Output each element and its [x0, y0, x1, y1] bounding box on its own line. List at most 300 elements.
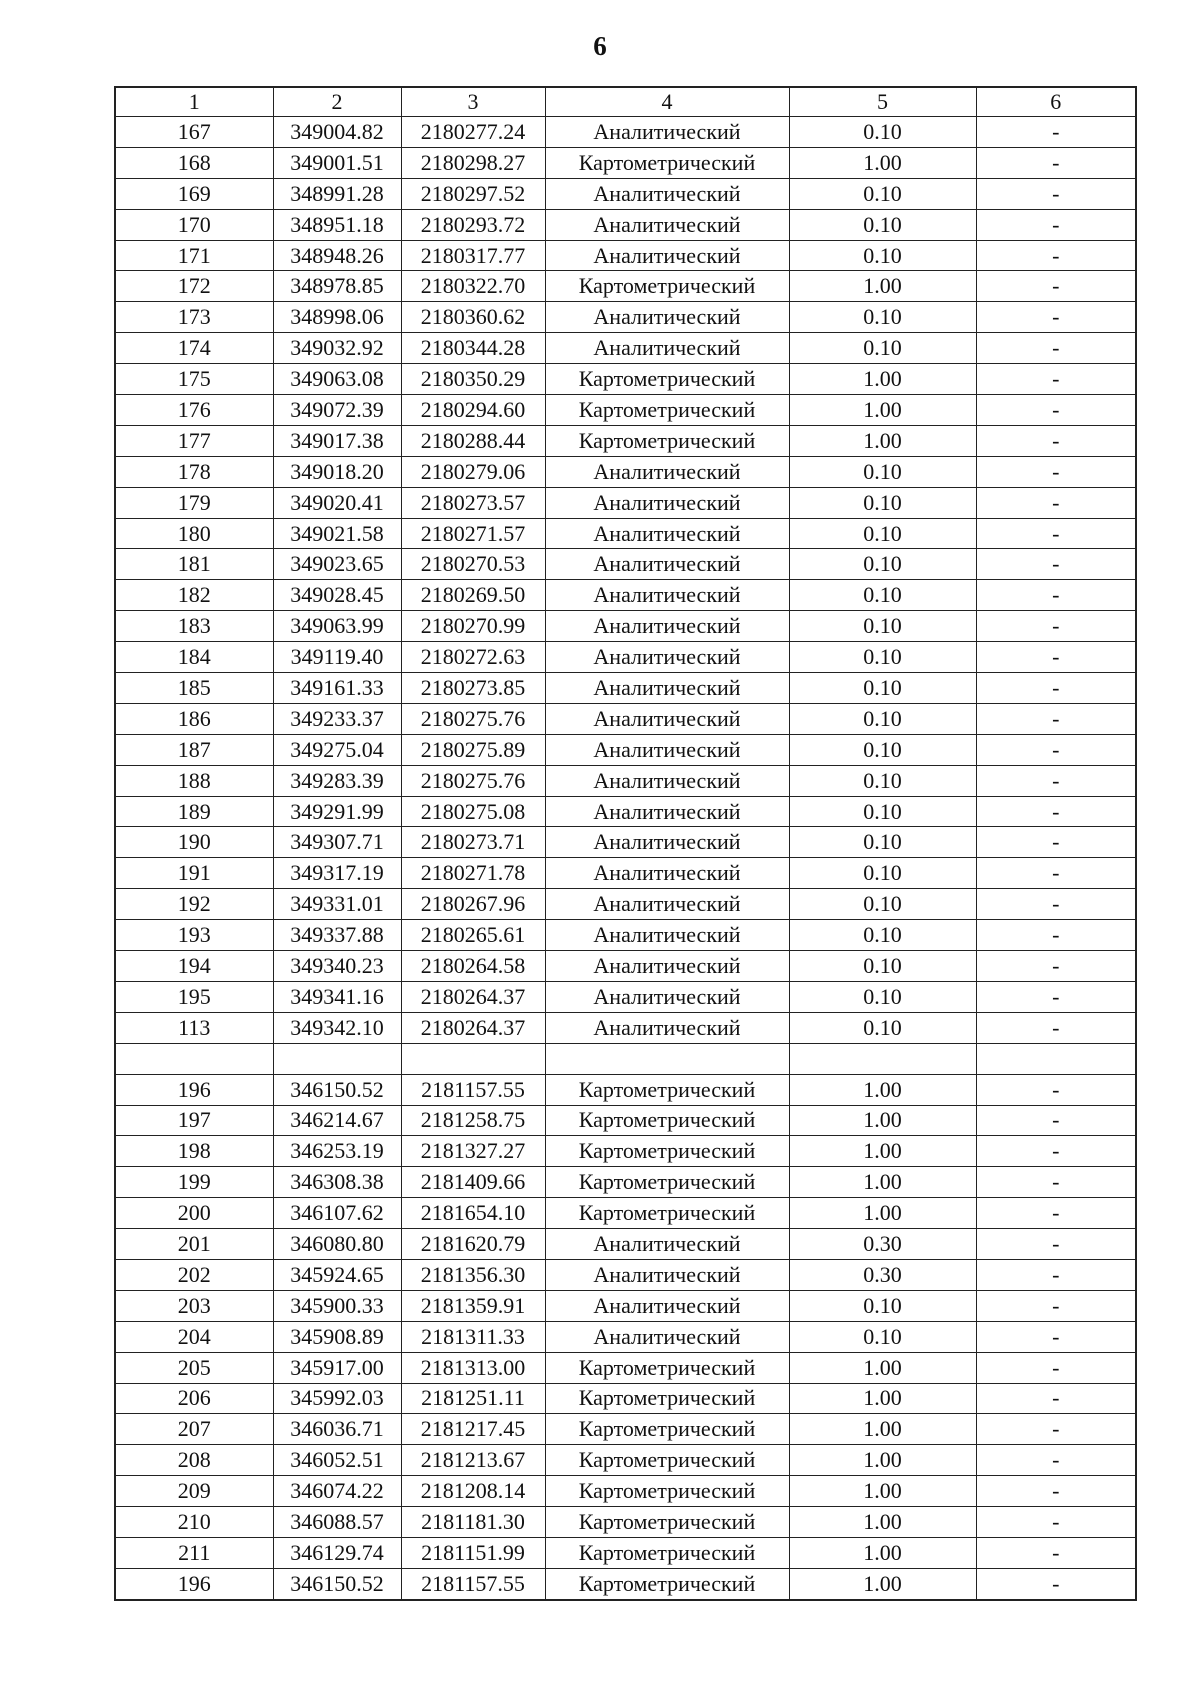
accuracy-cell: 0.10: [789, 117, 976, 148]
note-cell: -: [976, 425, 1136, 456]
x-coordinate-cell: 345992.03: [273, 1383, 401, 1414]
note-cell: -: [976, 1290, 1136, 1321]
y-coordinate-cell: 2180275.08: [401, 796, 545, 827]
header-cell-2: 2: [273, 87, 401, 117]
note-cell: -: [976, 487, 1136, 518]
x-coordinate-cell: 349063.08: [273, 364, 401, 395]
note-cell: -: [976, 1352, 1136, 1383]
x-coordinate-cell: 349004.82: [273, 117, 401, 148]
method-cell: Аналитический: [545, 1229, 789, 1260]
x-coordinate-cell: 349063.99: [273, 611, 401, 642]
x-coordinate-cell: 349001.51: [273, 147, 401, 178]
y-coordinate-cell: 2180298.27: [401, 147, 545, 178]
table-row: [115, 1105, 1136, 1136]
table-row: [115, 1537, 1136, 1568]
method-cell: Картометрический: [545, 271, 789, 302]
note-cell: -: [976, 549, 1136, 580]
table-row: [115, 642, 1136, 673]
accuracy-cell: 1.00: [789, 1414, 976, 1445]
point-number-cell: 199: [115, 1167, 273, 1198]
point-number-cell: 168: [115, 147, 273, 178]
table-body: [115, 117, 1136, 1600]
accuracy-cell: 0.10: [789, 827, 976, 858]
accuracy-cell: 0.10: [789, 549, 976, 580]
point-number-cell: 200: [115, 1198, 273, 1229]
note-cell: -: [976, 1476, 1136, 1507]
method-cell: [545, 1043, 789, 1074]
x-coordinate-cell: 345908.89: [273, 1321, 401, 1352]
note-cell: -: [976, 1537, 1136, 1568]
y-coordinate-cell: 2181181.30: [401, 1507, 545, 1538]
y-coordinate-cell: 2181157.55: [401, 1568, 545, 1599]
accuracy-cell: 1.00: [789, 1537, 976, 1568]
x-coordinate-cell: 345900.33: [273, 1290, 401, 1321]
point-number-cell: 194: [115, 951, 273, 982]
method-cell: Картометрический: [545, 1476, 789, 1507]
method-cell: Картометрический: [545, 364, 789, 395]
point-number-cell: 184: [115, 642, 273, 673]
y-coordinate-cell: 2180360.62: [401, 302, 545, 333]
table-row: [115, 1043, 1136, 1074]
table-row: [115, 302, 1136, 333]
method-cell: Картометрический: [545, 1136, 789, 1167]
x-coordinate-cell: 349072.39: [273, 395, 401, 426]
method-cell: Картометрический: [545, 1537, 789, 1568]
note-cell: -: [976, 1507, 1136, 1538]
point-number-cell: 197: [115, 1105, 273, 1136]
accuracy-cell: 1.00: [789, 271, 976, 302]
x-coordinate-cell: 349233.37: [273, 703, 401, 734]
y-coordinate-cell: 2180293.72: [401, 209, 545, 240]
note-cell: -: [976, 827, 1136, 858]
point-number-cell: 171: [115, 240, 273, 271]
accuracy-cell: 1.00: [789, 1198, 976, 1229]
table-row: [115, 1074, 1136, 1105]
method-cell: Аналитический: [545, 518, 789, 549]
x-coordinate-cell: 349119.40: [273, 642, 401, 673]
accuracy-cell: 0.10: [789, 889, 976, 920]
table-row: [115, 1383, 1136, 1414]
y-coordinate-cell: 2180275.76: [401, 703, 545, 734]
point-number-cell: 187: [115, 734, 273, 765]
table-row: [115, 271, 1136, 302]
point-number-cell: 205: [115, 1352, 273, 1383]
x-coordinate-cell: 349275.04: [273, 734, 401, 765]
y-coordinate-cell: 2181213.67: [401, 1445, 545, 1476]
y-coordinate-cell: 2181356.30: [401, 1259, 545, 1290]
accuracy-cell: 1.00: [789, 425, 976, 456]
x-coordinate-cell: 349291.99: [273, 796, 401, 827]
y-coordinate-cell: 2180288.44: [401, 425, 545, 456]
note-cell: -: [976, 889, 1136, 920]
point-number-cell: 179: [115, 487, 273, 518]
table-header: [115, 87, 1136, 117]
method-cell: Аналитический: [545, 673, 789, 704]
y-coordinate-cell: 2180269.50: [401, 580, 545, 611]
y-coordinate-cell: 2181620.79: [401, 1229, 545, 1260]
method-cell: Картометрический: [545, 1198, 789, 1229]
table-row: [115, 951, 1136, 982]
table-row: [115, 1136, 1136, 1167]
table-row: [115, 1568, 1136, 1599]
accuracy-cell: 0.10: [789, 1012, 976, 1043]
method-cell: Картометрический: [545, 1352, 789, 1383]
y-coordinate-cell: 2180264.37: [401, 981, 545, 1012]
table-row: [115, 611, 1136, 642]
method-cell: Аналитический: [545, 981, 789, 1012]
y-coordinate-cell: 2180275.89: [401, 734, 545, 765]
note-cell: -: [976, 765, 1136, 796]
method-cell: Аналитический: [545, 827, 789, 858]
y-coordinate-cell: 2181654.10: [401, 1198, 545, 1229]
point-number-cell: 192: [115, 889, 273, 920]
x-coordinate-cell: 349023.65: [273, 549, 401, 580]
y-coordinate-cell: 2180275.76: [401, 765, 545, 796]
y-coordinate-cell: 2180273.85: [401, 673, 545, 704]
method-cell: Аналитический: [545, 858, 789, 889]
accuracy-cell: 0.30: [789, 1259, 976, 1290]
method-cell: Аналитический: [545, 1290, 789, 1321]
accuracy-cell: 1.00: [789, 364, 976, 395]
table-row: [115, 1198, 1136, 1229]
point-number-cell: 198: [115, 1136, 273, 1167]
note-cell: -: [976, 364, 1136, 395]
x-coordinate-cell: 349307.71: [273, 827, 401, 858]
table-row: [115, 456, 1136, 487]
note-cell: -: [976, 240, 1136, 271]
note-cell: [976, 1043, 1136, 1074]
y-coordinate-cell: 2180267.96: [401, 889, 545, 920]
y-coordinate-cell: 2181327.27: [401, 1136, 545, 1167]
method-cell: Картометрический: [545, 1414, 789, 1445]
x-coordinate-cell: 346214.67: [273, 1105, 401, 1136]
x-coordinate-cell: 349020.41: [273, 487, 401, 518]
table-row: [115, 920, 1136, 951]
note-cell: -: [976, 1568, 1136, 1599]
method-cell: Аналитический: [545, 1259, 789, 1290]
y-coordinate-cell: 2180350.29: [401, 364, 545, 395]
method-cell: Картометрический: [545, 1383, 789, 1414]
coordinates-table: [114, 86, 1137, 1601]
method-cell: Аналитический: [545, 333, 789, 364]
accuracy-cell: 1.00: [789, 1568, 976, 1599]
y-coordinate-cell: 2180344.28: [401, 333, 545, 364]
header-cell-3: 3: [401, 87, 545, 117]
table-row: [115, 1321, 1136, 1352]
accuracy-cell: [789, 1043, 976, 1074]
header-cell-4: 4: [545, 87, 789, 117]
accuracy-cell: 0.10: [789, 518, 976, 549]
table-row: [115, 178, 1136, 209]
point-number-cell: 196: [115, 1568, 273, 1599]
method-cell: Аналитический: [545, 580, 789, 611]
y-coordinate-cell: [401, 1043, 545, 1074]
x-coordinate-cell: 348951.18: [273, 209, 401, 240]
accuracy-cell: 1.00: [789, 1105, 976, 1136]
point-number-cell: 186: [115, 703, 273, 734]
x-coordinate-cell: 346088.57: [273, 1507, 401, 1538]
table-row: [115, 703, 1136, 734]
note-cell: -: [976, 1105, 1136, 1136]
note-cell: -: [976, 456, 1136, 487]
table-row: [115, 395, 1136, 426]
note-cell: -: [976, 1167, 1136, 1198]
x-coordinate-cell: 349283.39: [273, 765, 401, 796]
point-number-cell: 204: [115, 1321, 273, 1352]
point-number-cell: 188: [115, 765, 273, 796]
x-coordinate-cell: 348948.26: [273, 240, 401, 271]
table-row: [115, 580, 1136, 611]
accuracy-cell: 0.10: [789, 302, 976, 333]
x-coordinate-cell: 345924.65: [273, 1259, 401, 1290]
table-row: [115, 1445, 1136, 1476]
method-cell: Аналитический: [545, 642, 789, 673]
note-cell: -: [976, 796, 1136, 827]
method-cell: Картометрический: [545, 1167, 789, 1198]
x-coordinate-cell: 345917.00: [273, 1352, 401, 1383]
table-row: [115, 425, 1136, 456]
method-cell: Аналитический: [545, 951, 789, 982]
accuracy-cell: 0.10: [789, 1290, 976, 1321]
table-row: [115, 1352, 1136, 1383]
point-number-cell: [115, 1043, 273, 1074]
accuracy-cell: 0.10: [789, 1321, 976, 1352]
accuracy-cell: 1.00: [789, 395, 976, 426]
y-coordinate-cell: 2180264.58: [401, 951, 545, 982]
table-row: [115, 889, 1136, 920]
y-coordinate-cell: 2180297.52: [401, 178, 545, 209]
point-number-cell: 183: [115, 611, 273, 642]
accuracy-cell: 0.10: [789, 611, 976, 642]
y-coordinate-cell: 2180264.37: [401, 1012, 545, 1043]
method-cell: Картометрический: [545, 1105, 789, 1136]
accuracy-cell: 0.10: [789, 734, 976, 765]
x-coordinate-cell: 346080.80: [273, 1229, 401, 1260]
point-number-cell: 173: [115, 302, 273, 333]
y-coordinate-cell: 2180270.53: [401, 549, 545, 580]
accuracy-cell: 1.00: [789, 1136, 976, 1167]
x-coordinate-cell: 346150.52: [273, 1568, 401, 1599]
y-coordinate-cell: 2180277.24: [401, 117, 545, 148]
table-row: [115, 1507, 1136, 1538]
table-row: [115, 209, 1136, 240]
x-coordinate-cell: 348998.06: [273, 302, 401, 333]
point-number-cell: 206: [115, 1383, 273, 1414]
y-coordinate-cell: 2180322.70: [401, 271, 545, 302]
accuracy-cell: 0.10: [789, 796, 976, 827]
x-coordinate-cell: 349337.88: [273, 920, 401, 951]
accuracy-cell: 0.10: [789, 951, 976, 982]
y-coordinate-cell: 2180272.63: [401, 642, 545, 673]
y-coordinate-cell: 2181217.45: [401, 1414, 545, 1445]
note-cell: -: [976, 673, 1136, 704]
method-cell: Картометрический: [545, 1445, 789, 1476]
table-row: [115, 765, 1136, 796]
method-cell: Аналитический: [545, 734, 789, 765]
header-cell-6: 6: [976, 87, 1136, 117]
x-coordinate-cell: 349340.23: [273, 951, 401, 982]
header-cell-1: 1: [115, 87, 273, 117]
x-coordinate-cell: 346052.51: [273, 1445, 401, 1476]
point-number-cell: 202: [115, 1259, 273, 1290]
table-row: [115, 333, 1136, 364]
point-number-cell: 185: [115, 673, 273, 704]
note-cell: -: [976, 1321, 1136, 1352]
point-number-cell: 207: [115, 1414, 273, 1445]
method-cell: Аналитический: [545, 1012, 789, 1043]
method-cell: Аналитический: [545, 796, 789, 827]
method-cell: Картометрический: [545, 395, 789, 426]
point-number-cell: 211: [115, 1537, 273, 1568]
x-coordinate-cell: 349342.10: [273, 1012, 401, 1043]
y-coordinate-cell: 2180273.71: [401, 827, 545, 858]
x-coordinate-cell: 346107.62: [273, 1198, 401, 1229]
method-cell: Аналитический: [545, 117, 789, 148]
table-row: [115, 981, 1136, 1012]
table-row: [115, 858, 1136, 889]
accuracy-cell: 1.00: [789, 1074, 976, 1105]
point-number-cell: 176: [115, 395, 273, 426]
note-cell: -: [976, 333, 1136, 364]
accuracy-cell: 0.10: [789, 703, 976, 734]
note-cell: -: [976, 858, 1136, 889]
method-cell: Аналитический: [545, 240, 789, 271]
accuracy-cell: 1.00: [789, 1445, 976, 1476]
y-coordinate-cell: 2180271.78: [401, 858, 545, 889]
x-coordinate-cell: 349028.45: [273, 580, 401, 611]
point-number-cell: 209: [115, 1476, 273, 1507]
note-cell: -: [976, 1229, 1136, 1260]
method-cell: Аналитический: [545, 611, 789, 642]
point-number-cell: 203: [115, 1290, 273, 1321]
accuracy-cell: 0.10: [789, 580, 976, 611]
y-coordinate-cell: 2180265.61: [401, 920, 545, 951]
x-coordinate-cell: 348978.85: [273, 271, 401, 302]
y-coordinate-cell: 2180294.60: [401, 395, 545, 426]
point-number-cell: 196: [115, 1074, 273, 1105]
accuracy-cell: 0.10: [789, 178, 976, 209]
table-row: [115, 734, 1136, 765]
point-number-cell: 169: [115, 178, 273, 209]
note-cell: -: [976, 395, 1136, 426]
note-cell: -: [976, 1383, 1136, 1414]
x-coordinate-cell: [273, 1043, 401, 1074]
y-coordinate-cell: 2180273.57: [401, 487, 545, 518]
note-cell: -: [976, 1136, 1136, 1167]
method-cell: Картометрический: [545, 1074, 789, 1105]
table-row: [115, 147, 1136, 178]
point-number-cell: 208: [115, 1445, 273, 1476]
method-cell: Аналитический: [545, 487, 789, 518]
table-row: [115, 1012, 1136, 1043]
x-coordinate-cell: 348991.28: [273, 178, 401, 209]
y-coordinate-cell: 2181313.00: [401, 1352, 545, 1383]
point-number-cell: 170: [115, 209, 273, 240]
method-cell: Аналитический: [545, 456, 789, 487]
note-cell: -: [976, 642, 1136, 673]
accuracy-cell: 1.00: [789, 1167, 976, 1198]
note-cell: -: [976, 209, 1136, 240]
point-number-cell: 172: [115, 271, 273, 302]
method-cell: Аналитический: [545, 178, 789, 209]
table-row: [115, 1167, 1136, 1198]
method-cell: Аналитический: [545, 1321, 789, 1352]
x-coordinate-cell: 346129.74: [273, 1537, 401, 1568]
table-row: [115, 1290, 1136, 1321]
x-coordinate-cell: 349017.38: [273, 425, 401, 456]
point-number-cell: 191: [115, 858, 273, 889]
table-row: [115, 364, 1136, 395]
note-cell: -: [976, 981, 1136, 1012]
page-number: 6: [593, 31, 607, 61]
x-coordinate-cell: 346308.38: [273, 1167, 401, 1198]
accuracy-cell: 1.00: [789, 1476, 976, 1507]
note-cell: -: [976, 518, 1136, 549]
table-row: [115, 549, 1136, 580]
accuracy-cell: 0.10: [789, 981, 976, 1012]
accuracy-cell: 1.00: [789, 1507, 976, 1538]
table-row: [115, 673, 1136, 704]
note-cell: -: [976, 178, 1136, 209]
point-number-cell: 189: [115, 796, 273, 827]
point-number-cell: 178: [115, 456, 273, 487]
note-cell: -: [976, 1259, 1136, 1290]
note-cell: -: [976, 271, 1136, 302]
table-row: [115, 240, 1136, 271]
method-cell: Аналитический: [545, 302, 789, 333]
y-coordinate-cell: 2181409.66: [401, 1167, 545, 1198]
accuracy-cell: 0.10: [789, 858, 976, 889]
y-coordinate-cell: 2181251.11: [401, 1383, 545, 1414]
table-row: [115, 796, 1136, 827]
accuracy-cell: 0.10: [789, 240, 976, 271]
table-row: [115, 487, 1136, 518]
table-row: [115, 1229, 1136, 1260]
point-number-cell: 175: [115, 364, 273, 395]
y-coordinate-cell: 2180271.57: [401, 518, 545, 549]
x-coordinate-cell: 346074.22: [273, 1476, 401, 1507]
accuracy-cell: 0.10: [789, 209, 976, 240]
accuracy-cell: 0.10: [789, 765, 976, 796]
accuracy-cell: 1.00: [789, 147, 976, 178]
note-cell: -: [976, 734, 1136, 765]
header-cell-5: 5: [789, 87, 976, 117]
method-cell: Картометрический: [545, 425, 789, 456]
y-coordinate-cell: 2181157.55: [401, 1074, 545, 1105]
table-row: [115, 827, 1136, 858]
table-row: [115, 117, 1136, 148]
accuracy-cell: 0.10: [789, 642, 976, 673]
note-cell: -: [976, 302, 1136, 333]
method-cell: Картометрический: [545, 1568, 789, 1599]
method-cell: Аналитический: [545, 209, 789, 240]
point-number-cell: 193: [115, 920, 273, 951]
note-cell: -: [976, 1012, 1136, 1043]
accuracy-cell: 0.10: [789, 920, 976, 951]
y-coordinate-cell: 2181359.91: [401, 1290, 545, 1321]
note-cell: -: [976, 580, 1136, 611]
point-number-cell: 195: [115, 981, 273, 1012]
y-coordinate-cell: 2181151.99: [401, 1537, 545, 1568]
point-number-cell: 181: [115, 549, 273, 580]
note-cell: -: [976, 1198, 1136, 1229]
x-coordinate-cell: 349021.58: [273, 518, 401, 549]
x-coordinate-cell: 346253.19: [273, 1136, 401, 1167]
table-row: [115, 1414, 1136, 1445]
method-cell: Аналитический: [545, 889, 789, 920]
note-cell: -: [976, 611, 1136, 642]
y-coordinate-cell: 2180317.77: [401, 240, 545, 271]
